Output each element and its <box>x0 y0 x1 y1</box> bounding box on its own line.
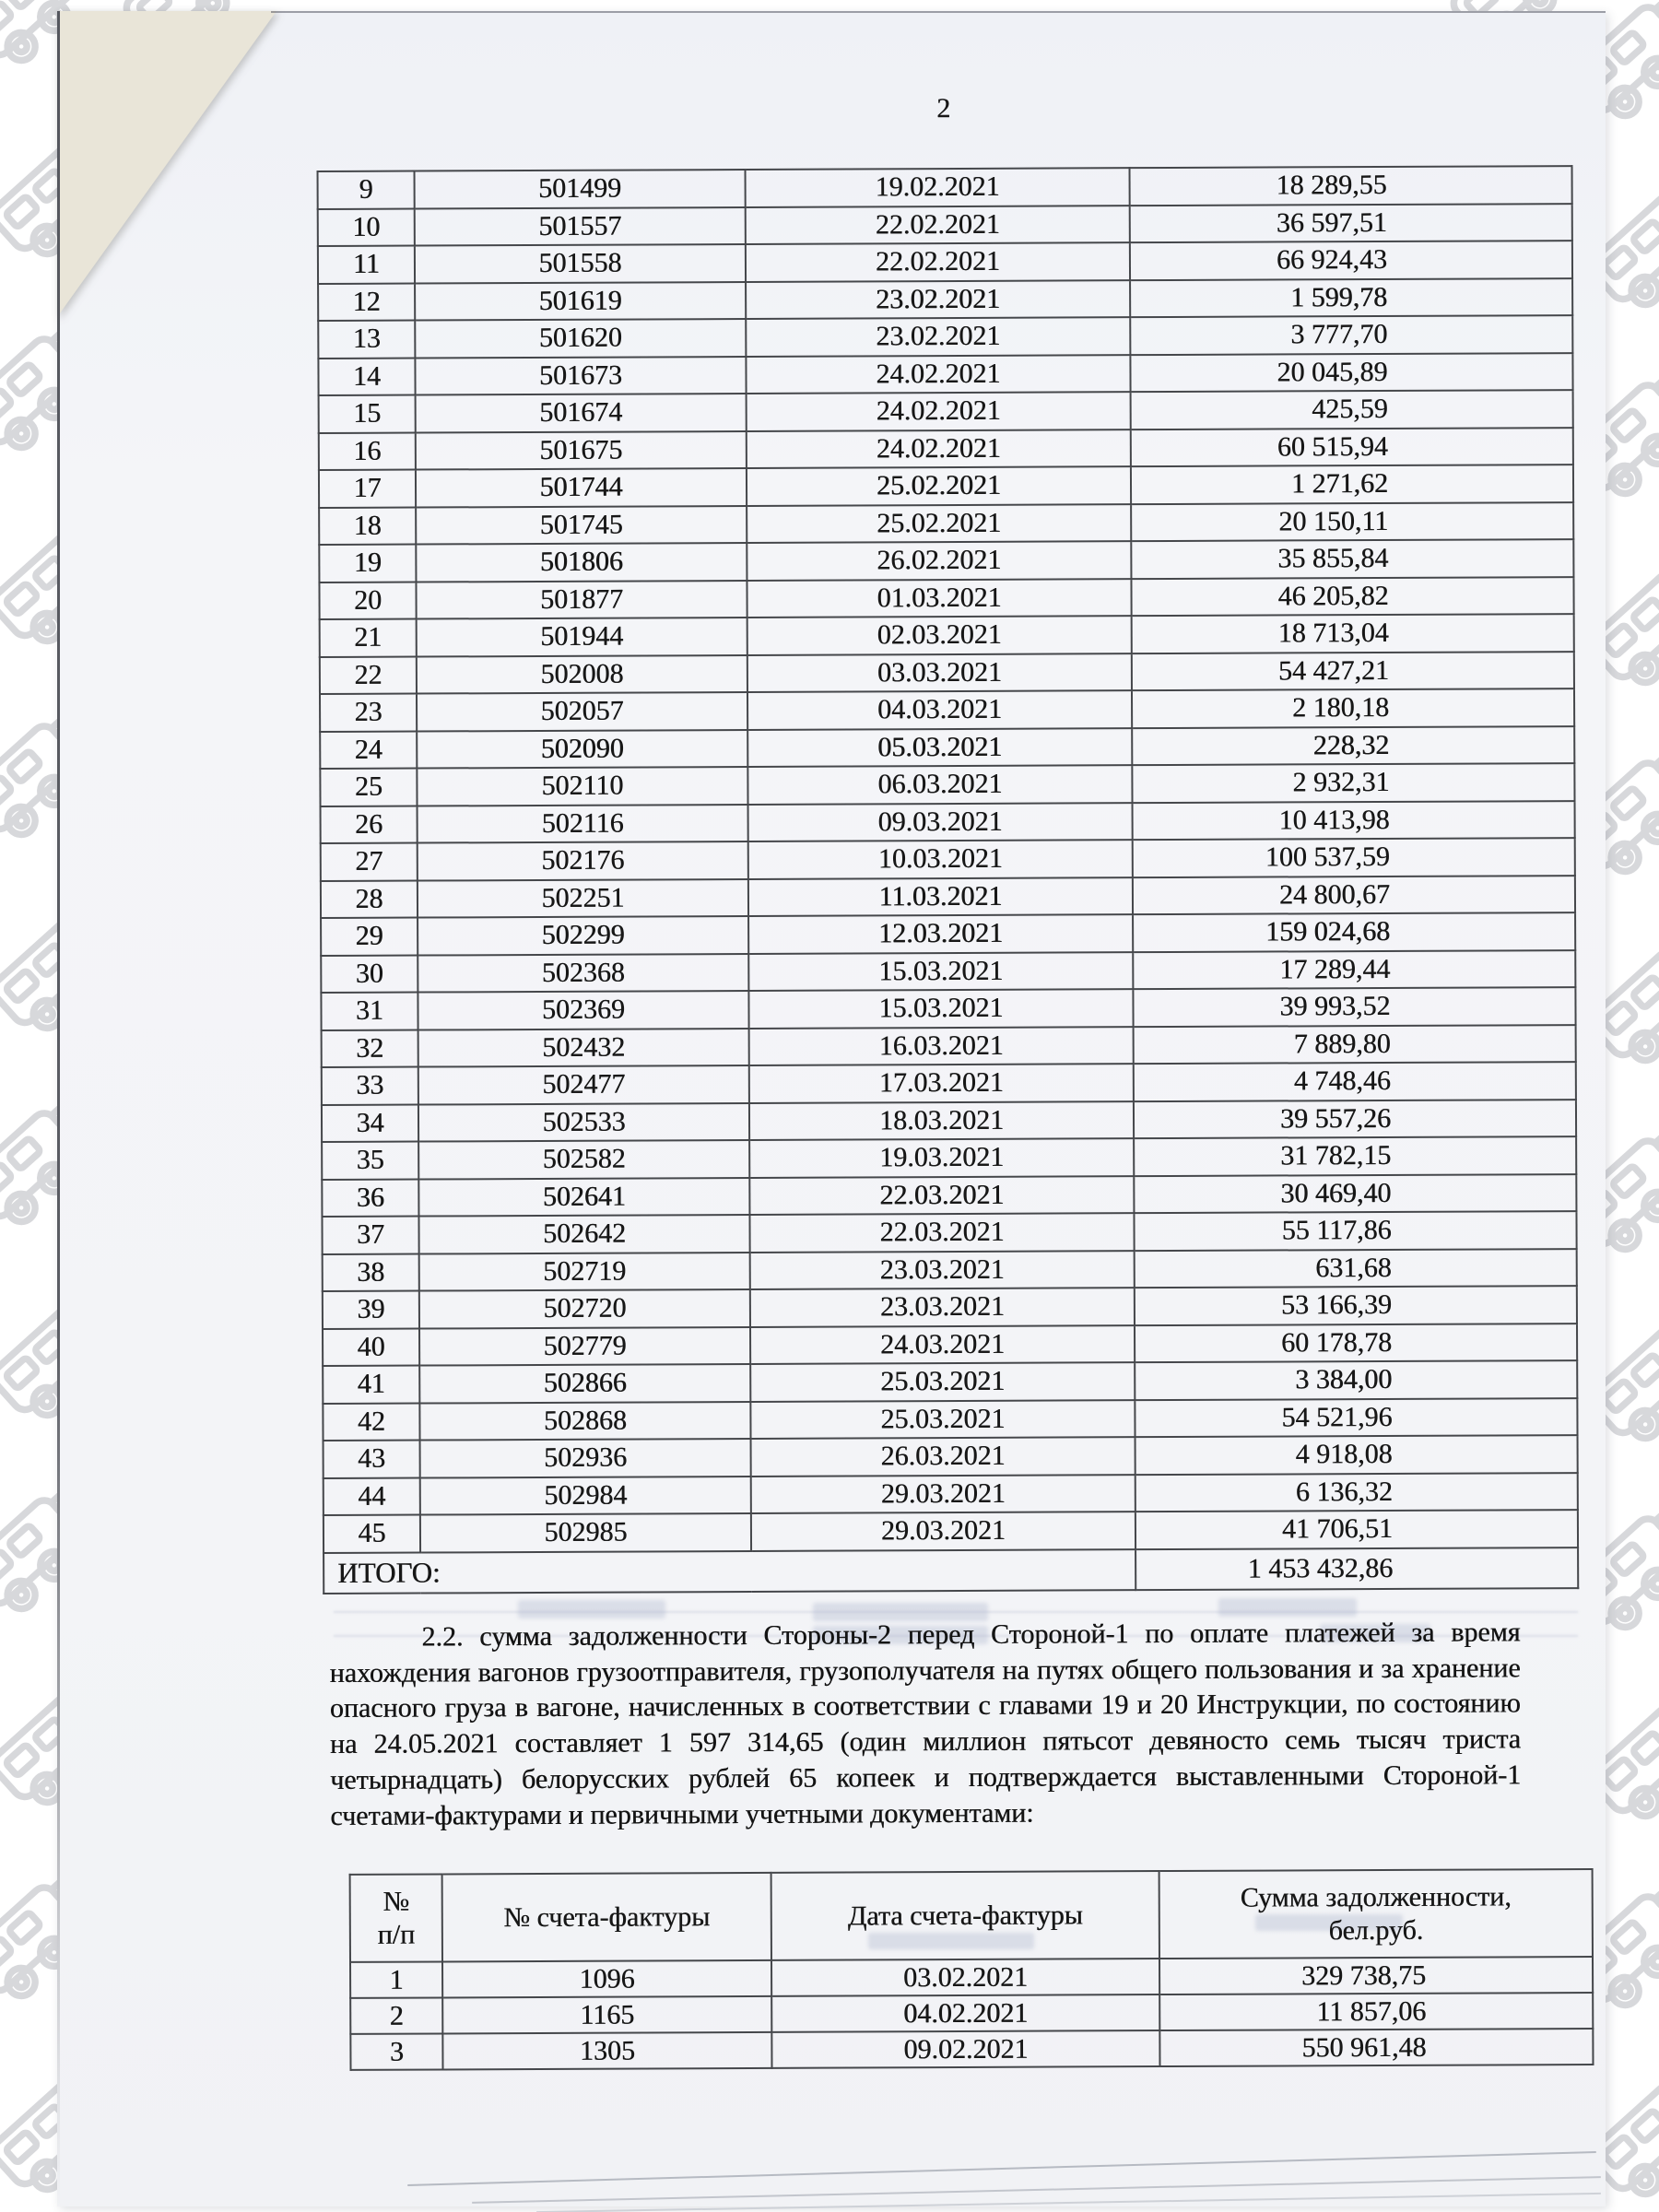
invoice-date-cell: 05.03.2021 <box>747 728 1132 767</box>
amount-cell: 329 738,75 <box>1159 1957 1593 1994</box>
table-row <box>323 1398 1577 1441</box>
amount-cell: 18 713,04 <box>1132 614 1574 653</box>
table-row <box>319 428 1573 470</box>
row-number-cell: 38 <box>323 1253 419 1291</box>
table-row <box>319 502 1573 545</box>
invoice-date-cell: 18.03.2021 <box>749 1101 1134 1140</box>
amount-cell: 6 136,32 <box>1135 1473 1578 1512</box>
row-number-cell: 20 <box>319 582 416 619</box>
row-number-cell: 36 <box>322 1179 418 1217</box>
table-row <box>318 353 1572 395</box>
row-number-cell: 25 <box>320 769 417 806</box>
second-table-body <box>350 1957 1593 2070</box>
row-number-cell: 17 <box>319 470 416 508</box>
row-number-cell: 26 <box>321 806 418 843</box>
amount-cell: 2 180,18 <box>1132 688 1574 728</box>
amount-cell: 24 800,67 <box>1133 876 1575 915</box>
invoice-number-cell: 502533 <box>418 1102 749 1141</box>
table-row <box>318 166 1572 208</box>
invoice-date-cell: 01.03.2021 <box>747 579 1131 618</box>
invoice-table <box>317 165 1580 1594</box>
invoice-date-cell: 25.02.2021 <box>747 504 1131 543</box>
invoice-number-cell: 502368 <box>418 953 748 992</box>
invoice-date-cell: 04.03.2021 <box>747 690 1132 729</box>
amount-cell: 3 384,00 <box>1135 1360 1577 1400</box>
amount-cell: 39 557,26 <box>1134 1100 1576 1139</box>
table-row <box>318 204 1572 246</box>
row-number-cell: 35 <box>322 1142 418 1180</box>
second-table-header-row <box>350 1869 1593 1962</box>
invoice-date-cell: 24.02.2021 <box>747 429 1131 468</box>
invoice-date-cell: 22.02.2021 <box>746 206 1130 244</box>
row-number-cell: 28 <box>321 880 418 918</box>
row-number-cell: 2 <box>350 1997 442 2033</box>
total-label: ИТОГО: <box>324 1549 1135 1594</box>
table-row <box>322 1174 1576 1217</box>
invoice-number-cell: 502251 <box>418 878 748 917</box>
header-debt-amount: Сумма задолженности, бел.руб. <box>1159 1869 1593 1959</box>
invoice-number-cell: 501619 <box>415 281 746 320</box>
invoice-date-cell: 04.02.2021 <box>771 1994 1159 2032</box>
table-row <box>350 2029 1593 2070</box>
row-number-cell: 16 <box>319 432 416 470</box>
row-number-cell: 1 <box>350 1961 442 1997</box>
table-row <box>323 1324 1577 1366</box>
table-row <box>320 652 1574 694</box>
main-table-body <box>318 166 1579 1552</box>
invoice-number-cell: 502110 <box>417 767 747 806</box>
invoice-date-cell: 11.03.2021 <box>748 877 1133 916</box>
amount-cell: 100 537,59 <box>1133 838 1575 877</box>
invoice-number-cell: 502936 <box>420 1439 751 1477</box>
header-invoice-date: Дата счета-фактуры <box>771 1871 1159 1960</box>
amount-cell: 1 599,78 <box>1130 278 1572 318</box>
invoice-number-cell: 502985 <box>420 1513 751 1552</box>
amount-cell: 2 932,31 <box>1132 763 1574 803</box>
row-number-cell: 43 <box>324 1441 420 1478</box>
invoice-number-cell: 502176 <box>418 841 748 880</box>
amount-cell: 31 782,15 <box>1134 1136 1576 1176</box>
row-number-cell: 39 <box>323 1291 419 1329</box>
amount-cell: 46 205,82 <box>1131 577 1573 617</box>
amount-cell: 7 889,80 <box>1134 1025 1576 1065</box>
amount-cell: 550 961,48 <box>1159 2029 1593 2066</box>
table-row <box>318 278 1572 321</box>
invoice-date-cell: 24.03.2021 <box>750 1325 1135 1364</box>
invoice-number-cell: 502719 <box>419 1252 750 1290</box>
total-row <box>324 1547 1578 1594</box>
table-row <box>320 688 1574 731</box>
total-amount: 1 453 432,86 <box>1135 1547 1578 1590</box>
table-row <box>322 1025 1576 1067</box>
row-number-cell: 18 <box>319 507 416 545</box>
invoice-date-cell: 29.03.2021 <box>751 1512 1135 1550</box>
row-number-cell: 32 <box>322 1030 418 1067</box>
row-number-cell: 15 <box>319 395 416 433</box>
invoice-number-cell: 501744 <box>416 468 747 507</box>
amount-cell: 4 748,46 <box>1134 1062 1576 1101</box>
amount-cell: 20 045,89 <box>1130 353 1572 393</box>
invoice-number-cell: 501557 <box>415 206 746 245</box>
invoice-date-cell: 25.03.2021 <box>750 1400 1135 1439</box>
invoice-number-cell: 502432 <box>418 1028 749 1066</box>
row-number-cell: 11 <box>318 246 415 284</box>
table-row <box>324 1435 1578 1477</box>
amount-cell: 228,32 <box>1132 726 1574 766</box>
invoice-date-cell: 16.03.2021 <box>749 1027 1134 1065</box>
amount-cell: 54 521,96 <box>1135 1398 1577 1438</box>
invoice-number-cell: 1096 <box>442 1960 771 1998</box>
invoice-number-cell: 502866 <box>419 1364 750 1403</box>
second-invoice-table <box>349 1868 1594 2071</box>
invoice-date-cell: 06.03.2021 <box>747 765 1132 804</box>
amount-cell: 35 855,84 <box>1131 539 1573 579</box>
amount-cell: 17 289,44 <box>1133 950 1575 990</box>
table-row <box>321 876 1575 918</box>
invoice-date-cell: 24.02.2021 <box>746 355 1130 394</box>
table-row <box>322 1211 1576 1253</box>
invoice-number-cell: 501806 <box>416 543 747 582</box>
amount-cell: 20 150,11 <box>1131 502 1573 542</box>
invoice-date-cell: 03.03.2021 <box>747 653 1132 692</box>
invoice-date-cell: 19.03.2021 <box>749 1138 1134 1177</box>
invoice-number-cell: 502984 <box>420 1476 751 1514</box>
row-number-cell: 13 <box>318 321 415 359</box>
invoice-date-cell: 22.03.2021 <box>749 1176 1134 1215</box>
invoice-date-cell: 02.03.2021 <box>747 616 1132 654</box>
invoice-date-cell: 26.02.2021 <box>747 541 1131 580</box>
row-number-cell: 19 <box>319 545 416 582</box>
invoice-number-cell: 1305 <box>442 2032 771 2070</box>
invoice-number-cell: 502641 <box>418 1177 749 1216</box>
invoice-date-cell: 23.02.2021 <box>746 317 1130 356</box>
row-number-cell: 40 <box>323 1328 419 1366</box>
table-row <box>319 577 1573 619</box>
row-number-cell: 33 <box>322 1067 418 1105</box>
invoice-date-cell: 29.03.2021 <box>751 1475 1135 1513</box>
row-number-cell: 30 <box>321 955 418 993</box>
row-number-cell: 41 <box>323 1366 419 1404</box>
row-number-cell: 42 <box>323 1403 419 1441</box>
page-content <box>53 6 1610 2207</box>
invoice-number-cell: 501745 <box>416 505 747 544</box>
invoice-number-cell: 501499 <box>415 170 746 208</box>
amount-cell: 631,68 <box>1135 1249 1577 1288</box>
page-sheet <box>57 11 1606 2206</box>
row-number-cell: 24 <box>320 731 417 769</box>
invoice-number-cell: 502008 <box>417 654 747 693</box>
table-row <box>320 726 1574 769</box>
table-row <box>350 1993 1593 2034</box>
amount-cell: 60 515,94 <box>1131 428 1573 467</box>
invoice-date-cell: 22.02.2021 <box>746 242 1130 281</box>
header-row-number: № п/п <box>350 1874 442 1961</box>
table-row <box>322 1136 1576 1179</box>
table-row <box>321 912 1575 955</box>
invoice-number-cell: 501673 <box>415 356 746 394</box>
invoice-date-cell: 23.02.2021 <box>746 280 1130 319</box>
table-row <box>319 465 1573 507</box>
invoice-number-cell: 501675 <box>416 430 747 469</box>
invoice-date-cell: 19.02.2021 <box>746 168 1130 206</box>
row-number-cell: 9 <box>318 171 415 209</box>
amount-cell: 41 706,51 <box>1135 1510 1578 1549</box>
row-number-cell: 3 <box>350 2033 442 2069</box>
amount-cell: 425,59 <box>1131 390 1573 429</box>
invoice-date-cell: 22.03.2021 <box>749 1213 1134 1252</box>
row-number-cell: 10 <box>318 208 415 246</box>
row-number-cell: 45 <box>324 1515 420 1553</box>
header-invoice-number: № счета-фактуры <box>442 1873 771 1962</box>
amount-cell: 39 993,52 <box>1133 987 1575 1027</box>
amount-cell: 60 178,78 <box>1135 1324 1577 1363</box>
row-number-cell: 12 <box>318 283 415 321</box>
invoice-number-cell: 502116 <box>418 804 748 842</box>
row-number-cell: 27 <box>321 843 418 881</box>
row-number-cell: 37 <box>322 1217 418 1254</box>
table-row <box>321 801 1575 843</box>
invoice-number-cell: 502779 <box>419 1326 750 1365</box>
table-row <box>350 1957 1593 1998</box>
table-row <box>319 539 1573 582</box>
clause-2-2-paragraph: 2.2. сумма задолженности Стороны-2 перед Стороной-1 по оплате платежей за время нахождения вагонов грузоотправителя, грузополучателя на путях общего пользования и за хранение опасного груза в вагоне, начисленных в соответствии с главами 19 и 20 Инструкции, по состоянию на 24.05.2021 составляет 1 597 314,65 (один миллион пятьсот девяносто семь тысяч триста четырнадцать) белорусских рублей 65 копеек и подтверждается выставленными Стороной-1 счетами-фактурами и первичными учетными документами: <box>329 1617 1522 1831</box>
row-number-cell: 34 <box>322 1104 418 1142</box>
invoice-date-cell: 23.03.2021 <box>750 1251 1135 1289</box>
invoice-date-cell: 17.03.2021 <box>749 1064 1134 1102</box>
table-row <box>323 1286 1577 1328</box>
invoice-number-cell: 502582 <box>418 1140 749 1179</box>
invoice-date-cell: 25.02.2021 <box>747 466 1131 505</box>
table-row <box>322 1100 1576 1142</box>
row-number-cell: 22 <box>320 656 417 694</box>
invoice-date-cell: 09.02.2021 <box>771 2030 1159 2068</box>
invoice-number-cell: 502868 <box>419 1401 750 1440</box>
row-number-cell: 23 <box>320 694 417 732</box>
invoice-number-cell: 502642 <box>418 1215 749 1253</box>
amount-cell: 55 117,86 <box>1134 1211 1576 1251</box>
table-row <box>324 1473 1578 1515</box>
invoice-number-cell: 502369 <box>418 991 748 1030</box>
invoice-number-cell: 501558 <box>415 244 746 283</box>
invoice-number-cell: 502299 <box>418 916 748 955</box>
invoice-number-cell: 501877 <box>416 580 747 618</box>
amount-cell: 36 597,51 <box>1130 204 1572 243</box>
invoice-date-cell: 12.03.2021 <box>748 914 1133 953</box>
row-number-cell: 44 <box>324 1477 420 1515</box>
invoice-date-cell: 15.03.2021 <box>748 989 1133 1028</box>
invoice-date-cell: 10.03.2021 <box>748 840 1133 878</box>
table-row <box>318 241 1572 283</box>
invoice-date-cell: 23.03.2021 <box>750 1288 1135 1326</box>
invoice-date-cell: 03.02.2021 <box>771 1959 1159 1996</box>
invoice-date-cell: 25.03.2021 <box>750 1362 1135 1401</box>
amount-cell: 30 469,40 <box>1134 1174 1576 1214</box>
amount-cell: 11 857,06 <box>1159 1993 1593 2030</box>
page-number: 2 <box>936 93 951 124</box>
table-row <box>323 1249 1577 1291</box>
invoice-date-cell: 09.03.2021 <box>748 803 1133 841</box>
table-row <box>320 614 1574 656</box>
invoice-number-cell: 502057 <box>417 692 747 731</box>
amount-cell: 66 924,43 <box>1130 241 1572 280</box>
amount-cell: 159 024,68 <box>1133 912 1575 952</box>
table-row <box>321 987 1575 1030</box>
amount-cell: 10 413,98 <box>1133 801 1575 841</box>
amount-cell: 54 427,21 <box>1132 652 1574 691</box>
amount-cell: 53 166,39 <box>1135 1286 1577 1325</box>
invoice-number-cell: 502720 <box>419 1289 750 1328</box>
invoice-number-cell: 501674 <box>416 394 747 432</box>
amount-cell: 1 271,62 <box>1131 465 1573 504</box>
row-number-cell: 29 <box>321 918 418 956</box>
table-row <box>319 390 1573 432</box>
invoice-number-cell: 501944 <box>417 618 747 656</box>
amount-cell: 18 289,55 <box>1130 166 1572 206</box>
invoice-number-cell: 502090 <box>417 729 747 768</box>
table-row <box>320 763 1574 806</box>
table-row <box>318 315 1572 358</box>
row-number-cell: 14 <box>318 358 415 395</box>
invoice-number-cell: 502477 <box>418 1065 749 1104</box>
table-row <box>321 950 1575 993</box>
invoice-number-cell: 1165 <box>442 1996 771 2034</box>
amount-cell: 3 777,70 <box>1130 315 1572 355</box>
invoice-number-cell: 501620 <box>415 319 746 358</box>
invoice-date-cell: 24.02.2021 <box>747 392 1131 430</box>
row-number-cell: 21 <box>320 619 417 657</box>
table-row <box>322 1062 1576 1104</box>
invoice-date-cell: 26.03.2021 <box>751 1437 1135 1476</box>
table-row <box>323 1360 1577 1403</box>
table-row <box>324 1510 1578 1552</box>
invoice-date-cell: 15.03.2021 <box>748 952 1133 991</box>
amount-cell: 4 918,08 <box>1135 1435 1578 1475</box>
row-number-cell: 31 <box>321 993 418 1030</box>
table-row <box>321 838 1575 880</box>
